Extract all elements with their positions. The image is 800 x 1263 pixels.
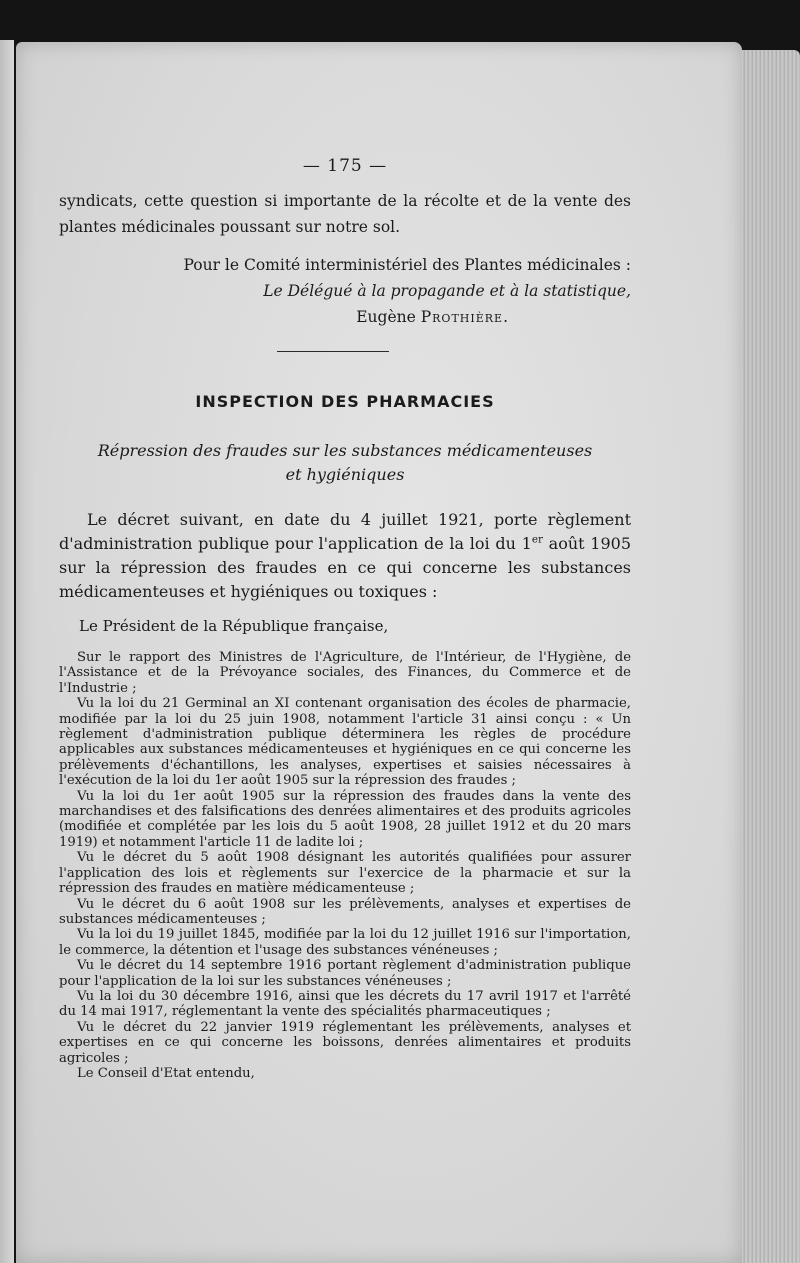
signature-committee: Pour le Comité interministériel des Plantes médicinales : bbox=[183, 256, 631, 274]
considerant-item: Vu la loi du 21 Germinal an XI contenant organisation des écoles de pharmacie, modifiée par la loi du 25 juin 1908, notamment l'article 31 ainsi conçu : « Un règlement d'administration publique déterminera les règles de procédure applicables aux substances médicamenteuses et hygiéniques en ce qui concerne les prélèvements d'échantillons, les analyses, expertises et saisies nécessaires à l'exécution de la loi du 1er août 1905 sur la répression des fraudes ; bbox=[59, 696, 631, 789]
subtitle-line-2: et hygiéniques bbox=[285, 465, 405, 484]
section-title: INSPECTION DES PHARMACIES bbox=[195, 392, 495, 411]
decree-intro-text-1: Le décret suivant, en date du 4 juillet 1921, porte règlement d'administration publique pour l'application de la loi du 1 bbox=[59, 510, 631, 553]
signature-block bbox=[59, 252, 631, 330]
decree-intro-sup: er bbox=[531, 533, 543, 546]
section-divider bbox=[277, 351, 389, 352]
considerant-item: Vu la loi du 30 décembre 1916, ainsi que les décrets du 17 avril 1917 et l'arrêté du 14 mai 1917, réglementant la vente des spécialités pharmaceutiques ; bbox=[59, 988, 631, 1020]
considerant-item: Vu la loi du 19 juillet 1845, modifiée par la loi du 12 juillet 1916 sur l'importation, le commerce, la détention et l'usage des substances vénéneuses ; bbox=[59, 927, 631, 958]
decree-intro-text-2: août 1905 sur la répression des fraudes en ce qui concerne les substances médicamenteuses et hygiéniques ou toxiques : bbox=[59, 534, 632, 601]
page-number: — 175 — bbox=[302, 156, 388, 176]
section-subtitle bbox=[59, 439, 631, 487]
considerant-item: Vu le décret du 6 août 1908 sur les prélèvements, analyses et expertises de substances médicamenteuses ; bbox=[59, 896, 631, 927]
intro-paragraph: syndicats, cette question si importante de la récolte et de la vente des plantes médicinales poussant sur notre sol. bbox=[59, 192, 631, 236]
considerant-item: Vu la loi du 1er août 1905 sur la répression des fraudes dans la vente des marchandises et des falsifications des denrées alimentaires et des produits agricoles (modifiée et complétée par les lois du 5 août 1908, 28 juillet 1912 et du 20 mars 1919) et notamment l'article 11 de ladite loi ; bbox=[59, 788, 631, 850]
subtitle-line-1: Répression des fraudes sur les substances médicamenteuses bbox=[97, 441, 593, 460]
signature-role: Le Délégué à la propagande et à la statistique, bbox=[263, 282, 631, 300]
signature-last-name: Prothière. bbox=[420, 308, 509, 326]
considerant-item: Vu le décret du 14 septembre 1916 portant règlement d'administration publique pour l'application de la loi sur les substances vénéneuses ; bbox=[59, 958, 631, 989]
considerant-item: Vu le décret du 22 janvier 1919 réglementant les prélèvements, analyses et expertises en ce qui concerne les boissons, denrées alimentaires et produits agricoles ; bbox=[59, 1019, 631, 1066]
considerant-item: Sur le rapport des Ministres de l'Agriculture, de l'Intérieur, de l'Hygiène, de l'Assistance et de la Prévoyance sociales, des Finances, du Commerce et de l'Industrie ; bbox=[59, 650, 631, 696]
considerants-list bbox=[59, 650, 631, 1081]
signature-first-name: Eugène bbox=[356, 308, 416, 326]
book-page bbox=[16, 42, 742, 1263]
left-page-edge bbox=[0, 40, 14, 1263]
considerant-item: Vu le décret du 5 août 1908 désignant les autorités qualifiées pour assurer l'application des lois et règlements sur l'exercice de la pharmacie et sur la répression des fraudes en matière médicamenteuse ; bbox=[59, 850, 631, 897]
signature-name bbox=[59, 304, 631, 330]
page-stack-edge bbox=[740, 50, 800, 1263]
decree-intro-paragraph bbox=[59, 508, 631, 604]
president-line: Le Président de la République française, bbox=[79, 617, 389, 635]
considerant-item: Le Conseil d'Etat entendu, bbox=[77, 1065, 255, 1081]
